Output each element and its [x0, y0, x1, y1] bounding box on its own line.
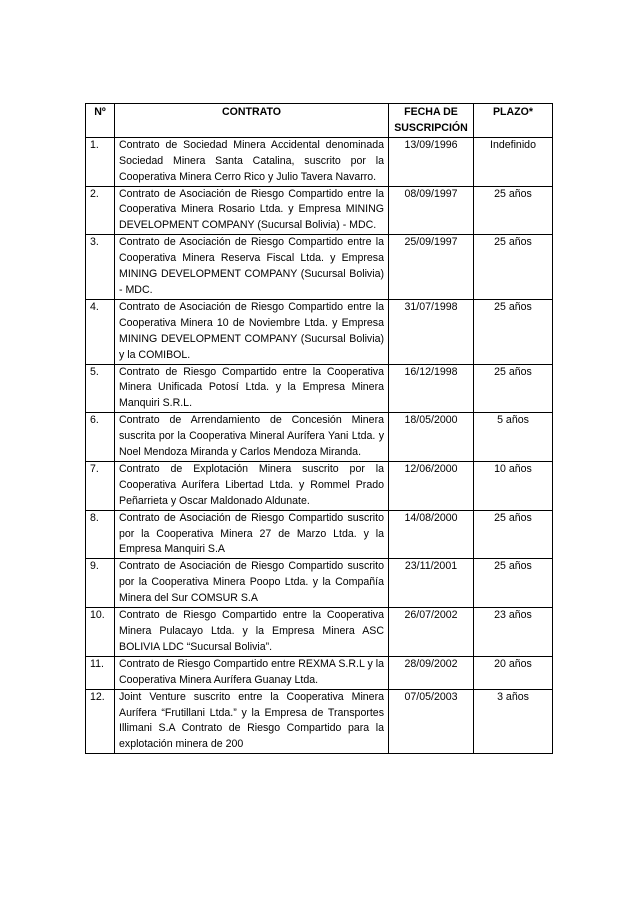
- row-number: 8.: [86, 510, 115, 559]
- contract-description: Contrato de Sociedad Minera Accidental denominada Sociedad Minera Santa Catalina, suscrito por la Cooperativa Minera Cerro Rico y Julio Tavera Navarro.: [115, 137, 389, 186]
- table-row: [86, 235, 553, 300]
- subscription-date: 07/05/2003: [389, 689, 474, 754]
- contract-description: Contrato de Asociación de Riesgo Compartido entre la Cooperativa Minera 10 de Noviembre Ltda. y Empresa MINING DEVELOPMENT COMPANY (Sucursal Bolivia) y la COMIBOL.: [115, 299, 389, 364]
- table-row: [86, 608, 553, 657]
- contracts-table: [85, 103, 553, 754]
- subscription-date: 14/08/2000: [389, 510, 474, 559]
- table-row: [86, 656, 553, 689]
- table-header-row: [86, 104, 553, 138]
- row-number: 1.: [86, 137, 115, 186]
- header-fecha-line2: SUSCRIPCIÓN: [394, 121, 468, 134]
- term: 10 años: [474, 461, 553, 510]
- row-number: 9.: [86, 559, 115, 608]
- term: 3 años: [474, 689, 553, 754]
- table-row: [86, 510, 553, 559]
- contract-description: Contrato de Asociación de Riesgo Compartido suscrito por la Cooperativa Minera 27 de Marzo Ltda. y la Empresa Manquiri S.A: [115, 510, 389, 559]
- row-number: 11.: [86, 656, 115, 689]
- contract-description: Joint Venture suscrito entre la Cooperativa Minera Aurífera “Frutillani Ltda.” y la Empresa de Transportes Illimani S.A Contrato de Riesgo Compartido para la explotación minera de 200: [115, 689, 389, 754]
- row-number: 12.: [86, 689, 115, 754]
- term: 20 años: [474, 656, 553, 689]
- contract-description: Contrato de Arrendamiento de Concesión Minera suscrita por la Cooperativa Mineral Aurífera Yani Ltda. y Noel Mendoza Miranda y Carlos Mendoza Miranda.: [115, 413, 389, 462]
- contract-description: Contrato de Asociación de Riesgo Compartido entre la Cooperativa Minera Rosario Ltda. y Empresa MINING DEVELOPMENT COMPANY (Sucursal Bolivia) - MDC.: [115, 186, 389, 235]
- subscription-date: 18/05/2000: [389, 413, 474, 462]
- contract-description: Contrato de Riesgo Compartido entre la Cooperativa Minera Unificada Potosí Ltda. y la Empresa Minera Manquiri S.R.L.: [115, 364, 389, 413]
- row-number: 3.: [86, 235, 115, 300]
- header-contrato: CONTRATO: [115, 104, 389, 138]
- subscription-date: 13/09/1996: [389, 137, 474, 186]
- term: 25 años: [474, 364, 553, 413]
- subscription-date: 12/06/2000: [389, 461, 474, 510]
- term: 25 años: [474, 186, 553, 235]
- subscription-date: 25/09/1997: [389, 235, 474, 300]
- subscription-date: 23/11/2001: [389, 559, 474, 608]
- subscription-date: 28/09/2002: [389, 656, 474, 689]
- term: Indefinido: [474, 137, 553, 186]
- table-row: [86, 689, 553, 754]
- table-row: [86, 461, 553, 510]
- term: 25 años: [474, 235, 553, 300]
- table-row: [86, 186, 553, 235]
- term: 23 años: [474, 608, 553, 657]
- row-number: 4.: [86, 299, 115, 364]
- contract-description: Contrato de Asociación de Riesgo Compartido entre la Cooperativa Minera Reserva Fiscal Ltda. y Empresa MINING DEVELOPMENT COMPANY (Sucursal Bolivia) - MDC.: [115, 235, 389, 300]
- term: 5 años: [474, 413, 553, 462]
- contract-description: Contrato de Riesgo Compartido entre la Cooperativa Minera Pulacayo Ltda. y la Empresa Minera ASC BOLIVIA LDC “Sucursal Bolivia”.: [115, 608, 389, 657]
- row-number: 10.: [86, 608, 115, 657]
- table-row: [86, 299, 553, 364]
- row-number: 5.: [86, 364, 115, 413]
- table-row: [86, 413, 553, 462]
- subscription-date: 31/07/1998: [389, 299, 474, 364]
- header-num: Nº: [86, 104, 115, 138]
- term: 25 años: [474, 559, 553, 608]
- table-row: [86, 364, 553, 413]
- subscription-date: 16/12/1998: [389, 364, 474, 413]
- contract-description: Contrato de Asociación de Riesgo Compartido suscrito por la Cooperativa Minera Poopo Ltda. y la Compañía Minera del Sur COMSUR S.A: [115, 559, 389, 608]
- term: 25 años: [474, 299, 553, 364]
- contract-description: Contrato de Explotación Minera suscrito por la Cooperativa Aurífera Libertad Ltda. y Rommel Prado Peñarrieta y Oscar Maldonado Aldunate.: [115, 461, 389, 510]
- table-row: [86, 137, 553, 186]
- row-number: 2.: [86, 186, 115, 235]
- subscription-date: 26/07/2002: [389, 608, 474, 657]
- header-fecha-line1: FECHA DE: [404, 106, 458, 118]
- contract-description: Contrato de Riesgo Compartido entre REXMA S.R.L y la Cooperativa Minera Aurífera Guanay Ltda.: [115, 656, 389, 689]
- subscription-date: 08/09/1997: [389, 186, 474, 235]
- term: 25 años: [474, 510, 553, 559]
- row-number: 6.: [86, 413, 115, 462]
- header-fecha: [389, 104, 474, 138]
- table-row: [86, 559, 553, 608]
- row-number: 7.: [86, 461, 115, 510]
- header-plazo: PLAZO*: [474, 104, 553, 138]
